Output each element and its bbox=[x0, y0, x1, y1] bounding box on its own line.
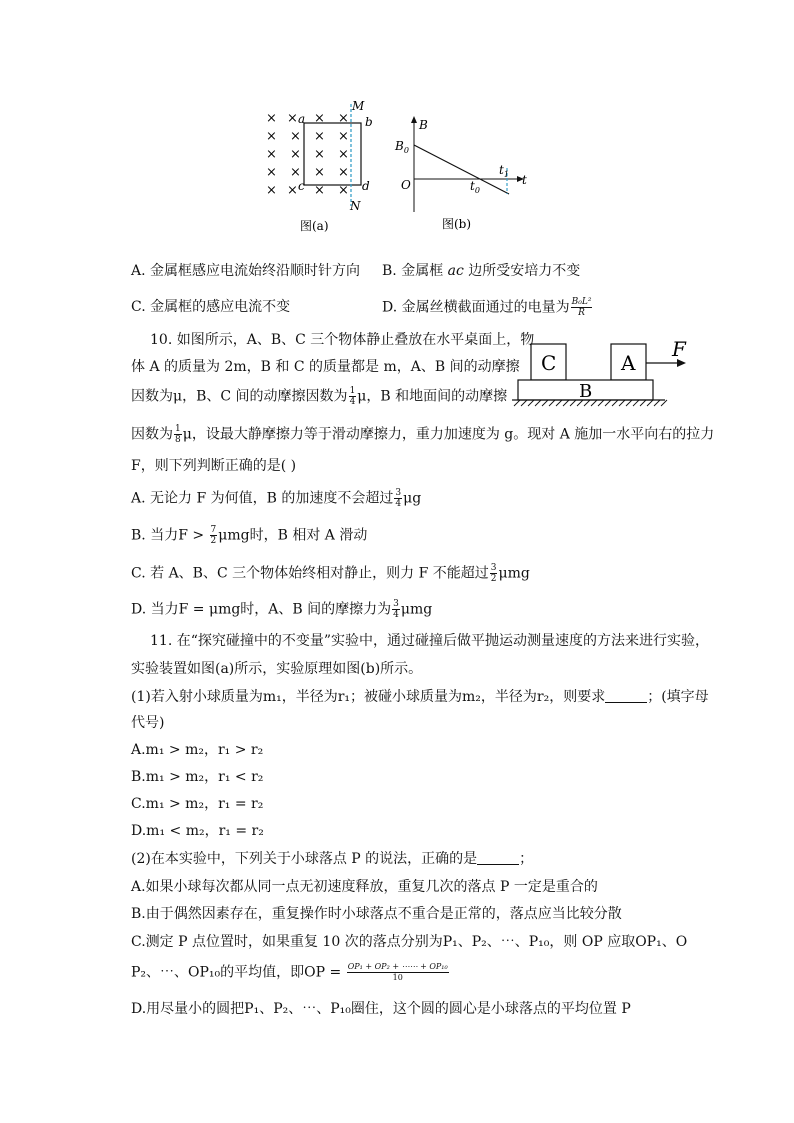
hatch-line bbox=[612, 400, 618, 406]
label-B-block: B bbox=[579, 381, 593, 402]
hatch-line bbox=[598, 400, 604, 406]
q11-sub2-option-d: D.用尽量小的圆把P₁、P₂、⋯、P₁₀圈住，这个圆的圆心是小球落点的平均位置 P bbox=[131, 1001, 631, 1017]
field-cross: × bbox=[287, 183, 298, 198]
q9-option-a: A. 金属框感应电流始终沿顺时针方向 bbox=[131, 263, 361, 279]
field-cross: × bbox=[338, 129, 349, 144]
field-cross: × bbox=[314, 165, 325, 180]
field-cross: × bbox=[338, 183, 349, 198]
q11-line-2: 实验装置如图(a)所示，实验原理如图(b)所示。 bbox=[131, 661, 423, 677]
label-t0: $t_0$ bbox=[470, 179, 480, 195]
hatch-line bbox=[654, 400, 660, 406]
label-C: C bbox=[541, 351, 557, 375]
B-line bbox=[414, 145, 509, 194]
q10-line-5: F，则下列判断正确的是( ) bbox=[131, 458, 297, 474]
label-M: M bbox=[352, 99, 365, 113]
hatch-line bbox=[563, 400, 569, 406]
q11-sub1: (1)若入射小球质量为m₁，半径为r₁；被碰小球质量为m₂，半径为r₂，则要求 ；(填字母 bbox=[131, 689, 709, 705]
hatch-line bbox=[556, 400, 562, 406]
hatch-line bbox=[549, 400, 555, 406]
q10-line-3: 因数为μ，B、C 间的动摩擦因数为 $\frac{1}{4}$ μ，B 和地面间的动摩擦 bbox=[131, 386, 508, 407]
label-t1: $t_1$ bbox=[499, 163, 509, 179]
metal-frame bbox=[304, 123, 361, 185]
q10-option-c: C. 若 A、B、C 三个物体始终相对静止，则力 F 不能超过 $\frac{3}{2}$ μmg bbox=[131, 563, 530, 584]
field-cross: × bbox=[266, 147, 277, 162]
q9-b-it: ac bbox=[447, 263, 464, 279]
label-B: B bbox=[419, 118, 428, 132]
q11-option-d: D.m₁ < m₂，r₁ = r₂ bbox=[131, 823, 264, 839]
q10-option-b: B. 当力F > $\frac{7}{2}$ μmg时，B 相对 A 滑动 bbox=[131, 525, 368, 546]
field-cross: × bbox=[314, 183, 325, 198]
q9-b-pre: B. 金属框 bbox=[382, 263, 448, 279]
q10-line-2: 体 A 的质量为 2m，B 和 C 的质量都是 m，A、B 间的动摩擦 bbox=[131, 359, 520, 375]
q11-sub2-option-c-line-2: P₂、⋯、OP₁₀的平均值，即OP = $\frac{\text{OP₁ + OP₂ + ⋯⋯ + OP₁₀}}{10}$ bbox=[131, 962, 448, 982]
hatch-line bbox=[521, 400, 527, 406]
q9-option-d bbox=[382, 297, 593, 318]
q11-sub2-option-b: B.由于偶然因素存在，重复操作时小球落点不重合是正常的，落点应当比较分散 bbox=[131, 906, 622, 922]
field-cross: × bbox=[338, 111, 349, 126]
q10-option-a: A. 无论力 F 为何值，B 的加速度不会超过 $\frac{3}{4}$ μg bbox=[131, 488, 422, 509]
q11-option-b: B.m₁ > m₂，r₁ < r₂ bbox=[131, 769, 264, 785]
hatch-line bbox=[633, 400, 639, 406]
q10-option-d: D. 当力F = μmg时，A、B 间的摩擦力为 $\frac{3}{4}$ μmg bbox=[131, 599, 433, 620]
field-cross: × bbox=[314, 111, 325, 126]
hatch-line bbox=[619, 400, 625, 406]
field-cross: × bbox=[266, 129, 277, 144]
q11-sub1-blank bbox=[605, 688, 647, 703]
hatch-line bbox=[647, 400, 653, 406]
q9-option-b bbox=[382, 261, 580, 281]
label-t: t bbox=[522, 173, 527, 187]
q11-sub1-line-2: 代号) bbox=[131, 715, 165, 731]
field-cross: × bbox=[314, 147, 325, 162]
q9-d-fraction: $\frac{\text{B₀L²}}{R}$ bbox=[571, 297, 592, 318]
hatch-line bbox=[626, 400, 632, 406]
caption-b: 图(b) bbox=[442, 217, 472, 231]
axis-B-arrow bbox=[411, 116, 417, 123]
caption-a: 图(a) bbox=[300, 219, 329, 233]
field-cross: × bbox=[290, 147, 301, 162]
hatch-line bbox=[640, 400, 646, 406]
q11-option-c: C.m₁ > m₂，r₁ = r₂ bbox=[131, 796, 264, 812]
label-F: F bbox=[672, 337, 686, 361]
hatch-line bbox=[535, 400, 541, 406]
q9-option-c: C. 金属框的感应电流不变 bbox=[131, 299, 291, 315]
field-cross: × bbox=[314, 129, 325, 144]
label-O: O bbox=[401, 178, 411, 192]
q9-b-post: 边所受安培力不变 bbox=[463, 263, 581, 279]
label-b: b bbox=[365, 115, 373, 129]
label-d: d bbox=[362, 179, 370, 193]
label-c: c bbox=[298, 179, 305, 193]
q9-d-pre: D. 金属丝横截面通过的电量为 bbox=[382, 299, 570, 316]
field-cross: × bbox=[290, 165, 301, 180]
label-N: N bbox=[350, 199, 361, 213]
figure-a bbox=[258, 98, 378, 238]
field-cross: × bbox=[290, 129, 301, 144]
q11-sub2-option-a: A.如果小球每次都从同一点无初速度释放，重复几次的落点 P 一定是重合的 bbox=[131, 879, 598, 895]
q11-sub2-option-c: C.测定 P 点位置时，如果重复 10 次的落点分别为P₁、P₂、⋯、P₁₀，则 OP 应取OP₁、O bbox=[131, 934, 688, 950]
q10-line-1: 10. 如图所示，A、B、C 三个物体静止叠放在水平桌面上，物 bbox=[150, 332, 535, 348]
field-cross: × bbox=[266, 165, 277, 180]
hatch-line bbox=[605, 400, 611, 406]
blocks-figure bbox=[510, 336, 700, 412]
hatch-line bbox=[528, 400, 534, 406]
label-B0: $B_0$ bbox=[395, 139, 409, 155]
field-cross: × bbox=[266, 111, 277, 126]
figure-b bbox=[392, 112, 542, 238]
q11-sub2-blank bbox=[477, 850, 519, 865]
q11-line-1: 11. 在“探究碰撞中的不变量”实验中，通过碰撞后做平抛运动测量速度的方法来进行实验， bbox=[150, 633, 710, 649]
q11-sub2: (2)在本实验中，下列关于小球落点 P 的说法，正确的是 ； bbox=[131, 851, 534, 867]
field-cross: × bbox=[287, 111, 298, 126]
q11-option-a: A.m₁ > m₂，r₁ > r₂ bbox=[131, 742, 264, 758]
hatch-line bbox=[514, 400, 520, 406]
q10-line-4: 因数为 $\frac{1}{8}$ μ，设最大静摩擦力等于滑动摩擦力，重力加速度为 g。现对 A 施加一水平向右的拉力 bbox=[131, 424, 715, 445]
field-cross: × bbox=[338, 147, 349, 162]
hatch-line bbox=[542, 400, 548, 406]
field-cross: × bbox=[338, 165, 349, 180]
label-a: a bbox=[298, 112, 306, 126]
hatch-line bbox=[570, 400, 576, 406]
field-cross: × bbox=[266, 183, 277, 198]
label-A: A bbox=[621, 351, 636, 375]
hatch-line bbox=[661, 400, 667, 406]
